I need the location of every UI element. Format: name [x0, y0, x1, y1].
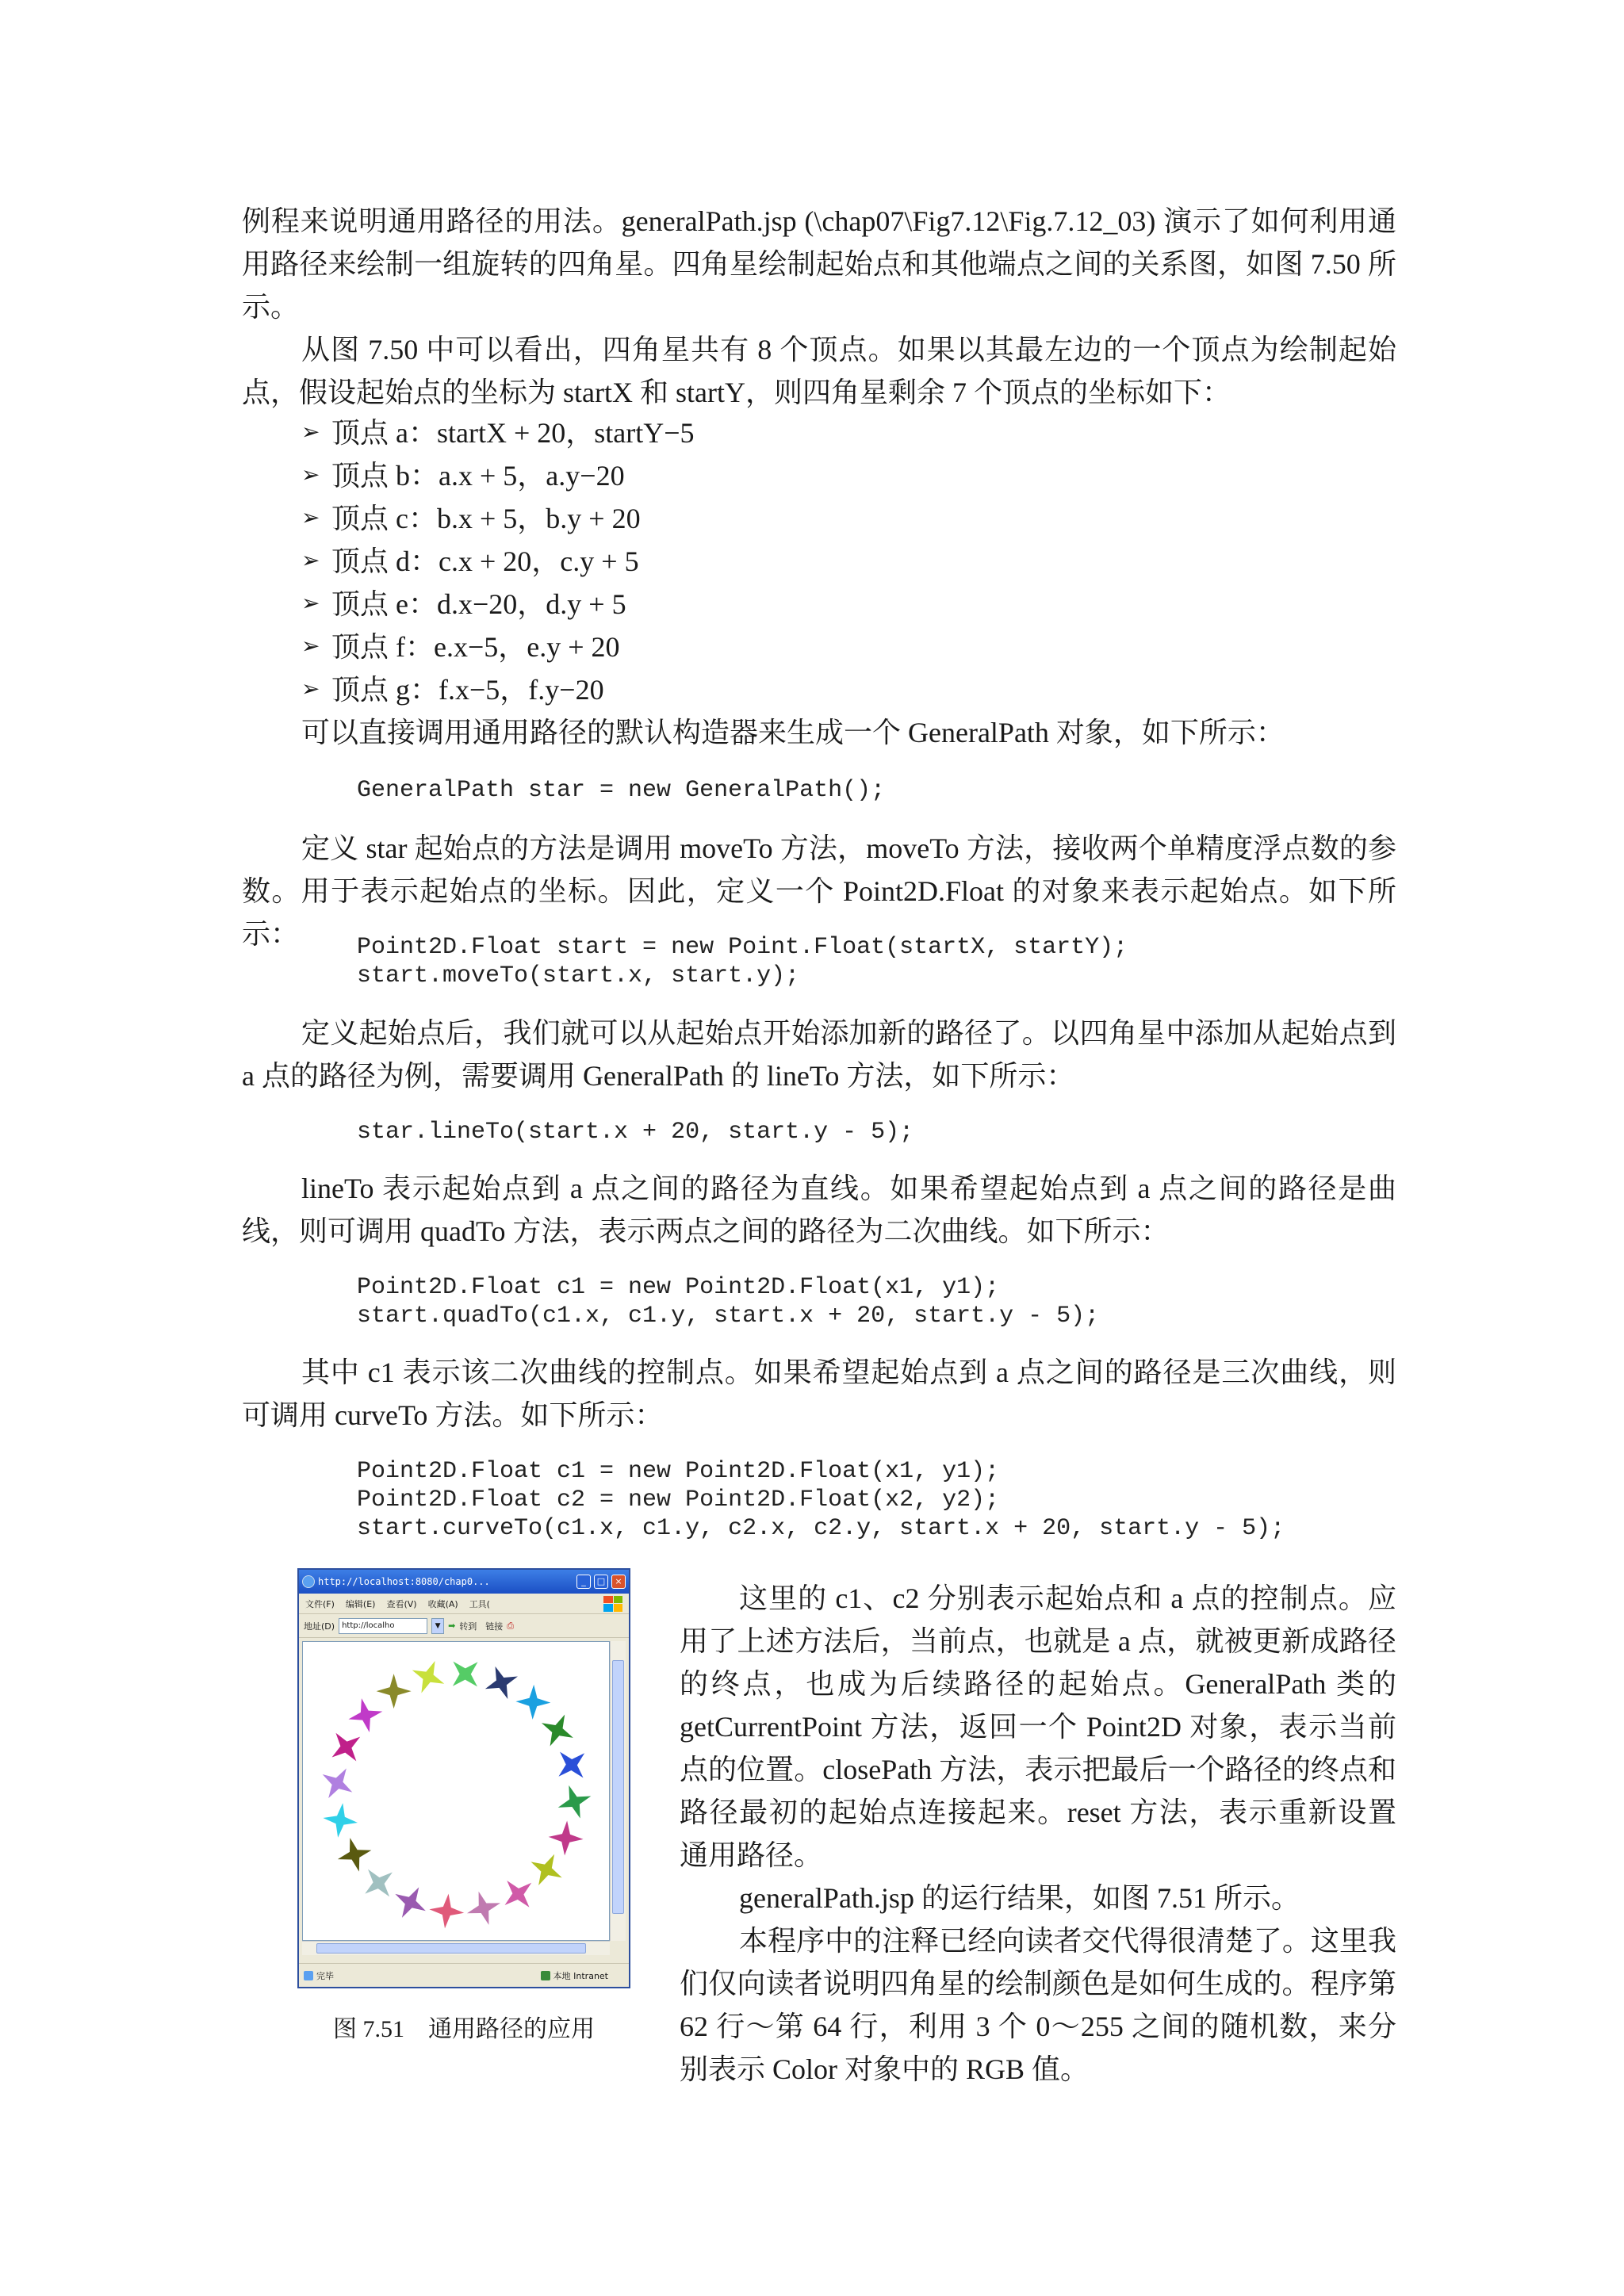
bullet-arrow-icon: ➢	[301, 634, 320, 659]
rotated-stars-ring	[303, 1642, 609, 1940]
paragraph-control-points: 这里的 c1、c2 分别表示起始点和 a 点的控制点。应用了上述方法后，当前点，也就是 a 点，就被更新成路径的终点，也成为后续路径的起始点。GeneralPath 类的 getCurrentPoint 方法，返回一个 Point2D 对象，表示当前点的位置。closePath 方法，表示把最后一个路径的终点和路径最初的起始点连接起来。reset 方法，表示重新设置通用路径。	[680, 1582, 1396, 1871]
code-block-curveto: Point2D.Float c1 = new Point2D.Float(x1, y1); Point2D.Float c2 = new Point2D.Float(x2, y2); start.curveTo(c1.x, c1.y, c2.x, c2.y, start.x + 20, start.y - 5);	[357, 1458, 1285, 1542]
vertical-scroll-thumb	[612, 1660, 624, 1914]
vertex-text: 顶点 c：b.x + 5，b.y + 20	[331, 503, 641, 534]
browser-menubar	[299, 1594, 629, 1614]
four-point-star	[354, 1858, 404, 1908]
vertex-text: 顶点 f：e.x−5，e.y + 20	[331, 631, 620, 663]
browser-content	[302, 1641, 610, 1941]
four-point-star	[534, 1707, 580, 1753]
code-block-quadto: Point2D.Float c1 = new Point2D.Float(x1, y1); start.quadTo(c1.x, c1.y, start.x + 20, start.y - 5);	[357, 1274, 1100, 1330]
address-field: http://localho	[339, 1618, 427, 1634]
maximize-icon: □	[594, 1575, 608, 1589]
paragraph-result: generalPath.jsp 的运行结果，如图 7.51 所示。	[739, 1882, 1300, 1914]
horizontal-scrollbar	[302, 1941, 610, 1955]
status-text: 完毕	[316, 1970, 334, 1981]
menu-tools: 工具(	[469, 1598, 490, 1609]
links-label: 链接	[485, 1621, 504, 1632]
vertex-text: 顶点 d：c.x + 20，c.y + 5	[331, 545, 639, 577]
minimize-icon: _	[576, 1575, 591, 1589]
vertex-list-item	[301, 497, 695, 540]
four-point-star	[441, 1649, 490, 1698]
bullet-arrow-icon: ➢	[301, 591, 320, 616]
four-point-star	[333, 1833, 376, 1876]
menu-file: 文件(F)	[305, 1598, 335, 1609]
vertex-list-item	[301, 454, 695, 497]
bullet-arrow-icon: ➢	[301, 677, 320, 702]
four-point-star	[313, 1759, 361, 1807]
four-point-star	[387, 1879, 435, 1927]
paragraph-quadto: lineTo 表示起始点到 a 点之间的路径为直线。如果希望起始点到 a 点之间的路径是曲线，则可调用 quadTo 方法，表示两点之间的路径为二次曲线。如下所示：	[242, 1173, 1396, 1247]
code-block-moveto: Point2D.Float start = new Point.Float(startX, startY); start.moveTo(start.x, start.y);	[357, 934, 1128, 989]
four-point-star	[515, 1684, 552, 1720]
figure-browser-window	[297, 1568, 630, 1988]
vertex-text: 顶点 a：startX + 20，startY−5	[331, 417, 695, 449]
address-label: 地址(D)	[304, 1621, 335, 1632]
horizontal-scroll-thumb	[316, 1943, 586, 1954]
chevron-down-icon: ▼	[431, 1618, 444, 1634]
code-block-lineto: star.lineTo(start.x + 20, start.y - 5);	[357, 1119, 914, 1146]
four-point-star	[553, 1780, 597, 1824]
status-zone-label: 本地 Intranet	[553, 1970, 608, 1981]
bullet-arrow-icon: ➢	[301, 549, 320, 573]
go-arrow-icon: ➡	[448, 1621, 456, 1631]
four-point-star	[405, 1654, 451, 1700]
browser-address-bar	[299, 1614, 629, 1638]
vertical-scrollbar	[610, 1641, 626, 1941]
four-point-star	[320, 1800, 360, 1840]
menu-view: 查看(V)	[386, 1598, 417, 1609]
four-point-star	[547, 1740, 596, 1789]
browser-statusbar	[299, 1963, 629, 1987]
vertex-list-item	[301, 668, 695, 711]
four-point-star	[377, 1674, 412, 1709]
vertex-text: 顶点 e：d.x−20，d.y + 5	[331, 588, 626, 620]
bullet-arrow-icon: ➢	[301, 463, 320, 488]
paragraph-constructor: 可以直接调用通用路径的默认构造器来生成一个 GeneralPath 对象，如下所示：	[301, 717, 1285, 748]
four-point-star	[493, 1869, 542, 1919]
four-point-star	[322, 1723, 370, 1771]
windows-logo-icon	[603, 1596, 622, 1612]
four-point-star	[345, 1694, 387, 1736]
paragraph-moveto: 定义 star 起始点的方法是调用 moveTo 方法，moveTo 方法，接收两个单精度浮点数的参数。用于表示起始点的坐标。因此，定义一个 Point2D.Float 的对象来表示起始点。如下所示：	[242, 832, 1396, 950]
vertex-list-item	[301, 411, 695, 454]
menu-edit: 编辑(E)	[345, 1598, 376, 1609]
browser-title: http://localhost:8080/chap0...	[318, 1576, 490, 1587]
four-point-star	[462, 1886, 506, 1930]
paragraph-color: 本程序中的注释已经向读者交代得很清楚了。这里我们仅向读者说明四角星的绘制颜色是如何生成的。程序第 62 行～第 64 行，利用 3 个 0～255 之间的随机数，来分别表示 Color 对象中的 RGB 值。	[680, 1925, 1396, 2085]
paragraph-curveto: 其中 c1 表示该二次曲线的控制点。如果希望起始点到 a 点之间的路径是三次曲线，则可调用 curveTo 方法。如下所示：	[242, 1357, 1396, 1431]
browser-titlebar	[299, 1570, 629, 1594]
four-point-star	[427, 1892, 465, 1930]
vertex-list-item	[301, 626, 695, 668]
bullet-arrow-icon: ➢	[301, 420, 320, 445]
paragraph-lineto: 定义起始点后，我们就可以从起始点开始添加新的路径了。以四角星中添加从起始点到 a 点的路径为例，需要调用 GeneralPath 的 lineTo 方法，如下所示：	[242, 1017, 1396, 1092]
bullet-arrow-icon: ➢	[301, 506, 320, 530]
four-point-star	[547, 1820, 584, 1857]
vertex-text: 顶点 b：a.x + 5，a.y−20	[331, 460, 625, 492]
status-zone	[541, 1969, 608, 1982]
go-label: 转到	[459, 1621, 477, 1632]
vertex-list-item	[301, 583, 695, 626]
close-icon: ×	[611, 1575, 626, 1589]
vertex-list	[301, 411, 695, 711]
ie-icon	[302, 1575, 315, 1588]
print-icon: ⎙	[507, 1620, 515, 1631]
paragraph-intro: 例程来说明通用路径的用法。generalPath.jsp (\chap07\Fig7.12\Fig.7.12_03) 演示了如何利用通用路径来绘制一组旋转的四角星。四角星绘制起始点和其他端点之间的关系图，如图 7.50 所示。	[242, 205, 1396, 323]
vertex-text: 顶点 g：f.x−5，f.y−20	[331, 674, 604, 706]
menu-favorites: 收藏(A)	[427, 1598, 458, 1609]
paragraph-vertices: 从图 7.50 中可以看出，四角星共有 8 个顶点。如果以其最左边的一个顶点为绘制起始点，假设起始点的坐标为 startX 和 startY，则四角星剩余 7 个顶点的坐标如下：	[242, 334, 1396, 408]
code-block-generalpath: GeneralPath star = new GeneralPath();	[357, 777, 886, 804]
intranet-icon	[541, 1971, 550, 1980]
four-point-star	[479, 1660, 524, 1705]
vertex-list-item	[301, 540, 695, 583]
page-done-icon	[304, 1971, 313, 1980]
figure-caption: 图 7.51 通用路径的应用	[333, 2016, 595, 2042]
four-point-star	[523, 1846, 570, 1893]
